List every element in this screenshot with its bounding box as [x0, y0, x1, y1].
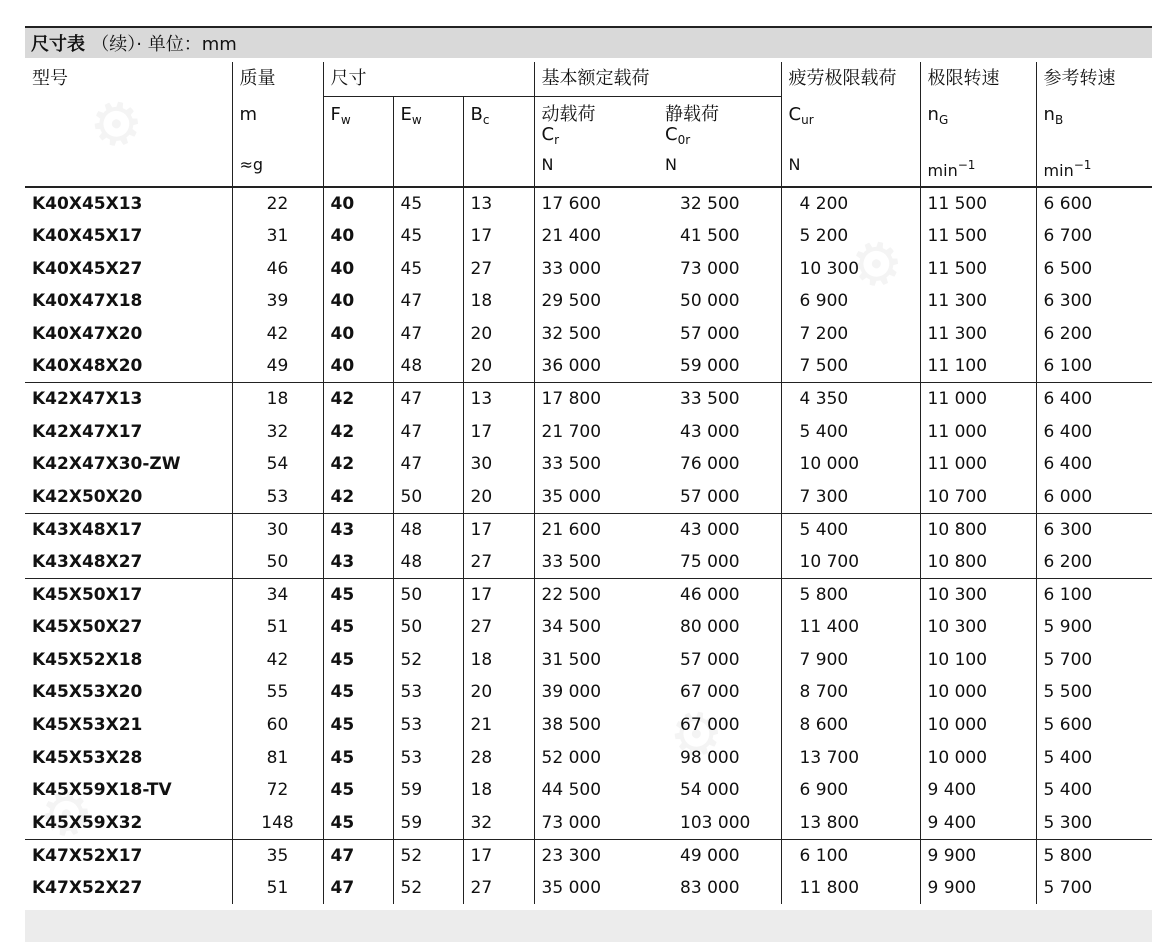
unit-ew: [393, 150, 463, 187]
cell-fw: 40: [323, 253, 393, 286]
cell-model: K42X47X30-ZW: [32, 454, 181, 475]
cell-mass: 49: [232, 350, 323, 383]
cell-mass: 32: [232, 416, 323, 449]
cell-static-load: 32 500: [680, 194, 740, 214]
cell-dynamic-load: 39 000: [534, 676, 658, 709]
cell-fatigue-load: 6 900: [781, 285, 920, 318]
cell-model: K45X53X20: [32, 682, 143, 703]
cell-bc: 27: [463, 546, 534, 579]
cell-fw: 42: [323, 481, 393, 514]
cell-mass: 81: [232, 742, 323, 775]
cell-mass: 42: [232, 318, 323, 351]
cell-dynamic-load: 21 400: [534, 220, 658, 253]
table-row: [25, 187, 1152, 220]
cell-reference-speed: 6 600: [1036, 187, 1152, 220]
cell-ew: 48: [393, 350, 463, 383]
cell-ew: 59: [393, 774, 463, 807]
cell-model: K45X53X28: [32, 747, 143, 768]
cell-static-load: 67 000: [680, 682, 740, 703]
cell-model: K45X59X18-TV: [32, 780, 172, 801]
cell-model: K45X52X18: [32, 649, 143, 670]
cell-dynamic-load: 34 500: [534, 611, 658, 644]
cell-fw: 45: [323, 709, 393, 742]
cell-static-load: 75 000: [680, 551, 740, 572]
footer-band: [25, 910, 1152, 942]
cell-limit-speed: 11 000: [920, 448, 1036, 481]
table-row: [25, 807, 1152, 840]
cell-ew: 47: [393, 285, 463, 318]
cell-static-load: 57 000: [680, 323, 740, 344]
cell-reference-speed: 6 400: [1036, 383, 1152, 416]
cell-model: K45X50X17: [25, 579, 232, 612]
cell-ew: 53: [393, 676, 463, 709]
cell-fatigue-load: 4 200: [781, 187, 920, 220]
cell-mass: 22: [232, 187, 323, 220]
header-bc: $B_c$: [463, 97, 534, 151]
cell-ew: 47: [393, 383, 463, 416]
cell-fw: 40: [323, 350, 393, 383]
cell-limit-speed: 10 000: [920, 676, 1036, 709]
cell-fatigue-load: 10 300: [781, 253, 920, 286]
cell-model: K40X45X17: [32, 226, 143, 246]
cell-dynamic-load: 32 500: [534, 318, 658, 351]
dimension-table: [25, 62, 1152, 904]
cell-limit-speed: 11 500: [920, 253, 1036, 286]
cell-ew: 53: [393, 709, 463, 742]
cell-ew: 52: [393, 644, 463, 677]
cell-model: K40X45X13: [32, 194, 143, 214]
header-fatigue-load: 疲劳极限载荷: [781, 62, 920, 97]
cell-static-load: 76 000: [680, 454, 740, 475]
cell-reference-speed: 6 500: [1036, 253, 1152, 286]
cell-bc: 17: [463, 220, 534, 253]
title-sub: （续）· 单位：mm: [91, 34, 237, 55]
cell-fatigue-load: 13 800: [781, 807, 920, 840]
cell-dynamic-load: 35 000: [534, 481, 658, 514]
cell-mass: 30: [232, 513, 323, 546]
header-model-spacer: [25, 97, 232, 151]
table-row: [25, 285, 1152, 318]
cell-ew: 48: [393, 513, 463, 546]
cell-fatigue-load: 5 400: [781, 416, 920, 449]
cell-reference-speed: 6 200: [1036, 546, 1152, 579]
cell-reference-speed: 6 700: [1036, 220, 1152, 253]
table-row: [25, 676, 1152, 709]
cell-model: K45X53X21: [32, 714, 143, 735]
cell-fw: 43: [323, 513, 393, 546]
cell-limit-speed: 9 900: [920, 872, 1036, 905]
cell-fatigue-load: 10 000: [781, 448, 920, 481]
cell-dynamic-load: 31 500: [534, 644, 658, 677]
cell-bc: 30: [463, 448, 534, 481]
cell-bc: 17: [463, 579, 534, 612]
title-main: 尺寸表: [31, 34, 85, 55]
cell-fw: 42: [323, 383, 393, 416]
cell-fw: 45: [323, 611, 393, 644]
cell-fw: 42: [323, 416, 393, 449]
header-limit-speed: 极限转速: [920, 62, 1036, 97]
table-row: [25, 644, 1152, 677]
cell-mass: 60: [232, 709, 323, 742]
cell-dynamic-load: 29 500: [534, 285, 658, 318]
unit-reference: $\min^{-1}$: [1036, 150, 1152, 187]
cell-limit-speed: 10 300: [920, 579, 1036, 612]
cell-mass: 54: [232, 448, 323, 481]
unit-limit: $\min^{-1}$: [920, 150, 1036, 187]
cell-dynamic-load: 17 800: [534, 383, 658, 416]
table-row: [25, 579, 1152, 612]
cell-ew: 59: [393, 807, 463, 840]
cell-reference-speed: 6 100: [1036, 350, 1152, 383]
cell-mass: 42: [232, 644, 323, 677]
cell-reference-speed: 5 400: [1036, 742, 1152, 775]
header-reference-speed: 参考转速: [1036, 62, 1152, 97]
header-dimensions: 尺寸: [323, 62, 534, 97]
cell-fatigue-load: 7 200: [781, 318, 920, 351]
cell-reference-speed: 6 300: [1036, 513, 1152, 546]
cell-dynamic-load: 17 600: [534, 187, 658, 220]
cell-fw: 42: [323, 448, 393, 481]
cell-static-load: 57 000: [680, 649, 740, 670]
cell-bc: 17: [463, 839, 534, 872]
cell-bc: 18: [463, 774, 534, 807]
cell-mass: 55: [232, 676, 323, 709]
cell-limit-speed: 10 000: [920, 709, 1036, 742]
cell-dynamic-load: 33 500: [534, 546, 658, 579]
cell-bc: 13: [463, 187, 534, 220]
table-row: [25, 611, 1152, 644]
unit-model-spacer: [25, 150, 232, 187]
cell-static-load: 54 000: [680, 780, 740, 801]
unit-fatigue: N: [781, 150, 920, 187]
cell-static-load: 83 000: [680, 877, 740, 898]
cell-ew: 50: [393, 611, 463, 644]
cell-ew: 45: [393, 253, 463, 286]
cell-dynamic-load: 33 000: [534, 253, 658, 286]
cell-reference-speed: 6 100: [1036, 579, 1152, 612]
cell-fatigue-load: 11 800: [781, 872, 920, 905]
table-row: [25, 448, 1152, 481]
cell-dynamic-load: 73 000: [534, 807, 658, 840]
unit-static: N: [658, 150, 781, 187]
cell-static-load: 43 000: [658, 513, 781, 546]
table-row: [25, 481, 1152, 514]
cell-fatigue-load: 13 700: [781, 742, 920, 775]
table-row: [25, 872, 1152, 905]
cell-limit-speed: 10 700: [920, 481, 1036, 514]
cell-reference-speed: 6 400: [1036, 416, 1152, 449]
cell-model: K45X50X27: [32, 617, 143, 638]
cell-dynamic-load: 21 700: [534, 416, 658, 449]
cell-limit-speed: 11 500: [920, 187, 1036, 220]
unit-dynamic: N: [534, 150, 658, 187]
cell-bc: 17: [463, 513, 534, 546]
cell-bc: 20: [463, 676, 534, 709]
cell-limit-speed: 10 300: [920, 611, 1036, 644]
cell-reference-speed: 5 700: [1036, 644, 1152, 677]
cell-limit-speed: 9 400: [920, 807, 1036, 840]
cell-fw: 40: [323, 318, 393, 351]
table-row: [25, 253, 1152, 286]
cell-model: K40X47X18: [32, 291, 143, 312]
cell-limit-speed: 10 800: [920, 546, 1036, 579]
cell-ew: 48: [393, 546, 463, 579]
cell-mass: 18: [232, 383, 323, 416]
unit-fw: [323, 150, 393, 187]
cell-fw: 45: [323, 774, 393, 807]
table-row: [25, 416, 1152, 449]
cell-ew: 50: [393, 481, 463, 514]
cell-model: K40X48X20: [32, 356, 143, 377]
cell-limit-speed: 9 400: [920, 774, 1036, 807]
table-row: [25, 318, 1152, 351]
cell-fatigue-load: 7 900: [781, 644, 920, 677]
header-cur: $C_{ur}$: [781, 97, 920, 151]
cell-model: K47X52X17: [25, 839, 232, 872]
cell-model: K40X45X27: [32, 258, 143, 279]
cell-static-load: 57 000: [680, 486, 740, 507]
cell-bc: 27: [463, 253, 534, 286]
table-row: [25, 709, 1152, 742]
cell-model: K43X48X27: [32, 551, 143, 572]
cell-reference-speed: 6 400: [1036, 448, 1152, 481]
cell-bc: 13: [463, 383, 534, 416]
cell-fatigue-load: 7 300: [781, 481, 920, 514]
cell-mass: 35: [232, 839, 323, 872]
cell-reference-speed: 5 800: [1036, 839, 1152, 872]
cell-dynamic-load: 21 600: [534, 513, 658, 546]
cell-static-load: 46 000: [658, 579, 781, 612]
cell-model: K42X50X20: [32, 486, 143, 507]
cell-reference-speed: 5 400: [1036, 774, 1152, 807]
cell-static-load: 59 000: [680, 356, 740, 377]
header-basic-load: 基本额定载荷: [534, 62, 781, 97]
header-nb: $n_B$: [1036, 97, 1152, 151]
cell-fw: 40: [323, 220, 393, 253]
cell-fw: 45: [323, 579, 393, 612]
cell-dynamic-load: 52 000: [534, 742, 658, 775]
table-row: [25, 546, 1152, 579]
table-row: [25, 220, 1152, 253]
cell-dynamic-load: 38 500: [534, 709, 658, 742]
cell-model: K40X47X20: [32, 323, 143, 344]
cell-mass: 72: [232, 774, 323, 807]
cell-mass: 34: [232, 579, 323, 612]
header-ew: $E_w$: [393, 97, 463, 151]
cell-limit-speed: 11 500: [920, 220, 1036, 253]
cell-dynamic-load: 22 500: [534, 579, 658, 612]
header-model: 型号: [32, 68, 68, 89]
cell-fatigue-load: 6 900: [781, 774, 920, 807]
cell-dynamic-load: 36 000: [534, 350, 658, 383]
cell-static-load: 33 500: [658, 383, 781, 416]
cell-fw: 40: [323, 187, 393, 220]
cell-limit-speed: 9 900: [920, 839, 1036, 872]
cell-fatigue-load: 8 700: [781, 676, 920, 709]
cell-static-load: 80 000: [680, 617, 740, 638]
cell-bc: 20: [463, 318, 534, 351]
cell-fw: 43: [323, 546, 393, 579]
unit-mass: ≈g: [232, 150, 323, 187]
cell-fw: 45: [323, 644, 393, 677]
cell-model: K47X52X27: [32, 877, 143, 898]
table-body: [25, 187, 1152, 904]
cell-ew: 45: [393, 220, 463, 253]
cell-fw: 47: [323, 839, 393, 872]
cell-bc: 27: [463, 611, 534, 644]
cell-model: K43X48X17: [25, 513, 232, 546]
header-dynamic-load: 动载荷 $C_r$: [534, 97, 658, 151]
cell-fatigue-load: 5 800: [781, 579, 920, 612]
cell-mass: 39: [232, 285, 323, 318]
cell-fw: 47: [323, 872, 393, 905]
cell-fw: 45: [323, 676, 393, 709]
table-row: [25, 742, 1152, 775]
table-row: [25, 383, 1152, 416]
cell-bc: 28: [463, 742, 534, 775]
table-row: [25, 839, 1152, 872]
cell-ew: 45: [393, 187, 463, 220]
cell-reference-speed: 6 300: [1036, 285, 1152, 318]
cell-fw: 40: [323, 285, 393, 318]
cell-ew: 52: [393, 839, 463, 872]
cell-fatigue-load: 10 700: [781, 546, 920, 579]
cell-static-load: 49 000: [658, 839, 781, 872]
cell-reference-speed: 5 500: [1036, 676, 1152, 709]
cell-static-load: 98 000: [680, 747, 740, 768]
cell-reference-speed: 5 300: [1036, 807, 1152, 840]
cell-fatigue-load: 5 400: [781, 513, 920, 546]
cell-limit-speed: 10 800: [920, 513, 1036, 546]
cell-bc: 27: [463, 872, 534, 905]
cell-dynamic-load: 23 300: [534, 839, 658, 872]
cell-ew: 50: [393, 579, 463, 612]
cell-fatigue-load: 8 600: [781, 709, 920, 742]
cell-bc: 20: [463, 350, 534, 383]
cell-reference-speed: 5 600: [1036, 709, 1152, 742]
cell-ew: 47: [393, 448, 463, 481]
table-row: [25, 350, 1152, 383]
cell-mass: 50: [232, 546, 323, 579]
cell-model: K45X59X32: [32, 812, 143, 833]
table-title: [25, 26, 1152, 58]
cell-ew: 47: [393, 318, 463, 351]
cell-reference-speed: 5 700: [1036, 872, 1152, 905]
cell-mass: 46: [232, 253, 323, 286]
header-mass-symbol: m: [232, 97, 323, 151]
cell-fw: 45: [323, 742, 393, 775]
cell-limit-speed: 11 300: [920, 318, 1036, 351]
cell-limit-speed: 11 100: [920, 350, 1036, 383]
unit-bc: [463, 150, 534, 187]
cell-limit-speed: 10 100: [920, 644, 1036, 677]
header-fw: $F_w$: [323, 97, 393, 151]
cell-dynamic-load: 35 000: [534, 872, 658, 905]
cell-static-load: 41 500: [680, 226, 740, 246]
cell-bc: 18: [463, 644, 534, 677]
cell-bc: 17: [463, 416, 534, 449]
cell-bc: 32: [463, 807, 534, 840]
cell-fatigue-load: 7 500: [781, 350, 920, 383]
cell-model: K42X47X17: [32, 421, 143, 442]
cell-static-load: 43 000: [680, 421, 740, 442]
cell-mass: 51: [232, 872, 323, 905]
cell-fw: 45: [323, 807, 393, 840]
table-row: [25, 513, 1152, 546]
cell-mass: 31: [232, 220, 323, 253]
cell-bc: 21: [463, 709, 534, 742]
header-static-load: 静载荷 $C_{0r}$: [665, 104, 720, 147]
cell-mass: 51: [232, 611, 323, 644]
cell-static-load: 50 000: [680, 291, 740, 312]
header-ng: $n_G$: [920, 97, 1036, 151]
cell-reference-speed: 6 000: [1036, 481, 1152, 514]
cell-limit-speed: 10 000: [920, 742, 1036, 775]
cell-fatigue-load: 11 400: [781, 611, 920, 644]
cell-bc: 20: [463, 481, 534, 514]
cell-mass: 148: [232, 807, 323, 840]
cell-fatigue-load: 4 350: [781, 383, 920, 416]
cell-ew: 52: [393, 872, 463, 905]
cell-fatigue-load: 6 100: [781, 839, 920, 872]
cell-reference-speed: 5 900: [1036, 611, 1152, 644]
cell-limit-speed: 11 000: [920, 383, 1036, 416]
cell-ew: 47: [393, 416, 463, 449]
table-row: [25, 774, 1152, 807]
cell-model: K42X47X13: [25, 383, 232, 416]
cell-static-load: 67 000: [680, 714, 740, 735]
cell-dynamic-load: 33 500: [534, 448, 658, 481]
cell-static-load: 103 000: [680, 812, 751, 833]
cell-mass: 53: [232, 481, 323, 514]
cell-reference-speed: 6 200: [1036, 318, 1152, 351]
cell-ew: 53: [393, 742, 463, 775]
header-mass: 质量: [232, 62, 323, 97]
cell-fatigue-load: 5 200: [781, 220, 920, 253]
cell-bc: 18: [463, 285, 534, 318]
cell-limit-speed: 11 300: [920, 285, 1036, 318]
cell-limit-speed: 11 000: [920, 416, 1036, 449]
cell-static-load: 73 000: [680, 258, 740, 279]
cell-dynamic-load: 44 500: [534, 774, 658, 807]
